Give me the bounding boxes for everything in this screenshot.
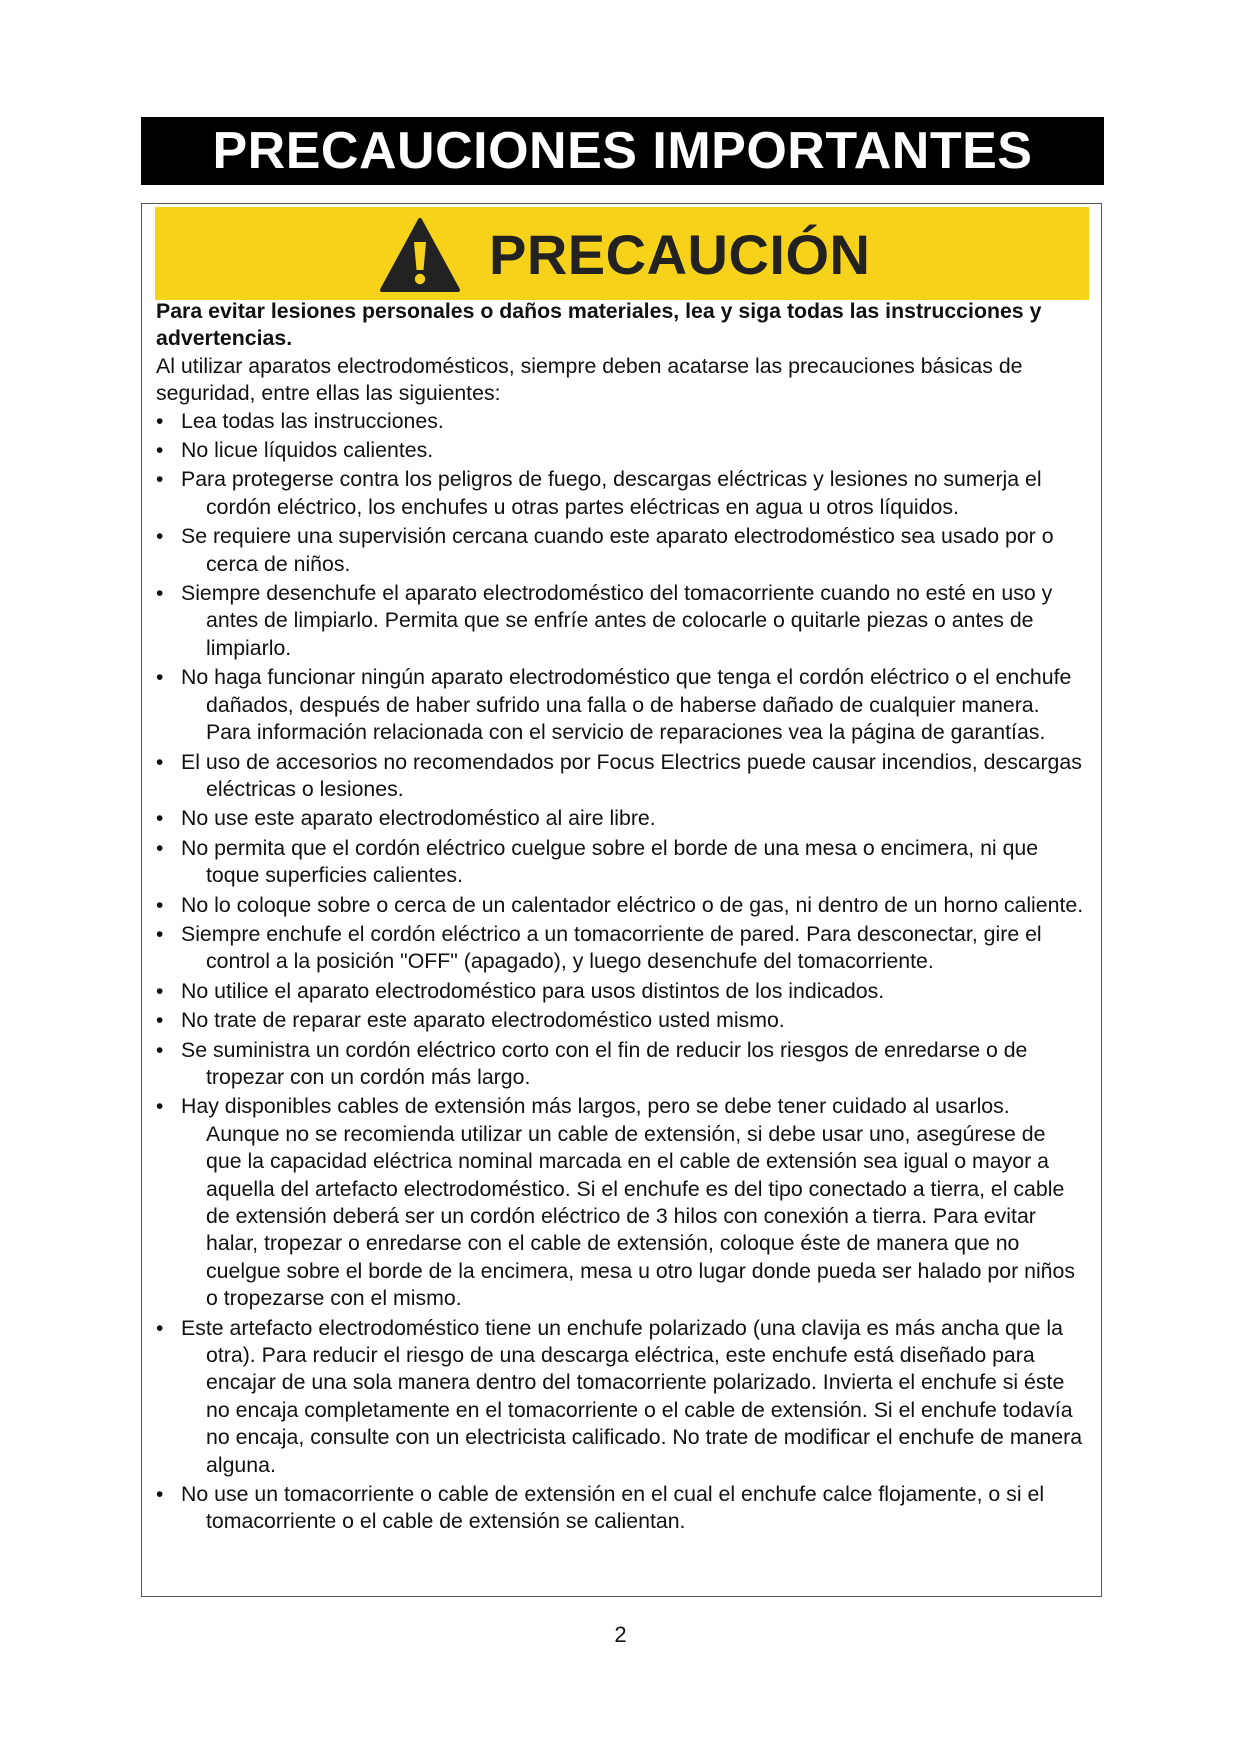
list-item-text: No utilice el aparato electrodoméstico para usos distintos de los indicados. [181,978,885,1003]
caution-banner [155,207,1089,300]
list-item-text: Siempre enchufe el cordón eléctrico a un tomacorriente de pared. Para desconectar, gire el control a la posición "OFF" (apagado), y luego desenchufe del tomacorriente. [181,921,1042,974]
list-item [156,835,1086,890]
bullet-icon: • [156,468,164,492]
bullet-icon: • [156,1038,164,1062]
list-item-text: Para protegerse contra los peligros de fuego, descargas eléctricas y lesiones no sumerja el cordón eléctrico, los enchufes u otras partes eléctricas en agua u otros líquidos. [181,467,1042,519]
bullet-icon: • [156,439,164,463]
precautions-list [156,408,1086,1536]
intro-text: Al utilizar aparatos electrodomésticos, siempre deben acatarse las precauciones básicas de seguridad, entre ellas las siguientes: [156,353,1023,406]
bullet-icon: • [156,582,164,606]
bullet-icon: • [156,1095,164,1119]
list-item-text: No use este aparato electrodoméstico al aire libre. [181,806,656,831]
precautions-content [156,298,1086,1538]
bullet-icon: • [156,1009,164,1033]
list-item [156,1093,1086,1312]
list-item [156,978,1086,1005]
list-item-text: No trate de reparar este aparato electrodoméstico usted mismo. [181,1008,785,1033]
list-item [156,1481,1086,1536]
list-item-text: No licue líquidos calientes. [181,438,434,463]
caution-label: PRECAUCIÓN [489,223,871,286]
bullet-icon: • [156,807,164,831]
list-item-text: Este artefacto electrodoméstico tiene un enchufe polarizado (una clavija es más ancha que la otra). Para reducir el riesgo de una descarga eléctrica, este enchufe está diseñado para encajar de una sola manera dentro del tomacorriente polarizado. Invierta el enchufe si éste no encaja completamente en el tomacorriente o el cable de extensión. Si el enchufe todavía no encaja, consulte con un electricista calificado. No trate de modificar el enchufe de manera alguna. [181,1315,1083,1477]
bullet-icon: • [156,666,164,690]
bullet-icon: • [156,1316,164,1340]
page-title: PRECAUCIONES IMPORTANTES [141,117,1104,185]
list-item-text: Se suministra un cordón eléctrico corto con el fin de reducir los riesgos de enredarse o de tropezar con un cordón más largo. [181,1037,1028,1089]
list-item-text: El uso de accesorios no recomendados por Focus Electrics puede causar incendios, descargas eléctricas o lesiones. [181,749,1082,801]
bullet-icon: • [156,1483,164,1507]
list-item [156,1007,1086,1034]
list-item-text: No lo coloque sobre o cerca de un calentador eléctrico o de gas, ni dentro de un horno caliente. [181,892,1084,917]
list-item-text: Hay disponibles cables de extensión más largos, pero se debe tener cuidado al usarlos. Aunque no se recomienda utilizar un cable de extensión, si debe usar uno, asegúrese de que la capacidad eléctrica nominal marcada en el cable de extensión sea igual o mayor a aquella del artefacto electrodoméstico. Si el enchufe es del tipo conectado a tierra, el cable de extensión deberá ser un cordón eléctrico de 3 hilos con conexión a tierra. Para evitar halar, tropezar o enredarse con el cable de extensión, coloque éste de manera que no cuelgue sobre el borde de la encimera, mesa u otro lugar donde pueda ser halado por niños o tropezarse con el mismo. [181,1094,1076,1311]
list-item [156,749,1086,804]
page-number: 2 [614,1622,627,1647]
bullet-icon: • [156,836,164,860]
bullet-icon: • [156,750,164,774]
list-item [156,1037,1086,1092]
list-item-text: Siempre desenchufe el aparato electrodoméstico del tomacorriente cuando no esté en uso y antes de limpiarlo. Permita que se enfríe antes de colocarle o quitarle piezas o antes de limpiarlo. [181,581,1053,660]
lead-warning: Para evitar lesiones personales o daños materiales, lea y siga todas las instrucciones y advertencias. [156,299,1042,351]
bullet-icon: • [156,409,164,433]
bullet-icon: • [156,893,164,917]
bullet-icon: • [156,979,164,1003]
bullet-icon: • [156,525,164,549]
list-item-text: Lea todas las instrucciones. [181,408,444,433]
list-item [156,523,1086,578]
list-item [156,805,1086,832]
bullet-icon: • [156,922,164,946]
list-item [156,921,1086,976]
warning-triangle-icon [379,216,461,294]
list-item-text: No haga funcionar ningún aparato electrodoméstico que tenga el cordón eléctrico o el enchufe dañados, después de haber sufrido una falla o de haberse dañado de cualquier manera. Para información relacionada con el servicio de reparaciones vea la página de garantías. [181,665,1072,745]
list-item [156,408,1086,435]
list-item-text: Se requiere una supervisión cercana cuando este aparato electrodoméstico sea usado por o cerca de niños. [181,524,1054,576]
list-item [156,892,1086,919]
list-item [156,437,1086,464]
list-item-text: No use un tomacorriente o cable de extensión en el cual el enchufe calce flojamente, o si el tomacorriente o el cable de extensión se calientan. [181,1482,1045,1534]
list-item [156,466,1086,521]
list-item [156,580,1086,662]
list-item [156,1315,1086,1479]
list-item-text: No permita que el cordón eléctrico cuelgue sobre el borde de una mesa o encimera, ni que toque superficies calientes. [181,835,1039,888]
list-item [156,664,1086,746]
